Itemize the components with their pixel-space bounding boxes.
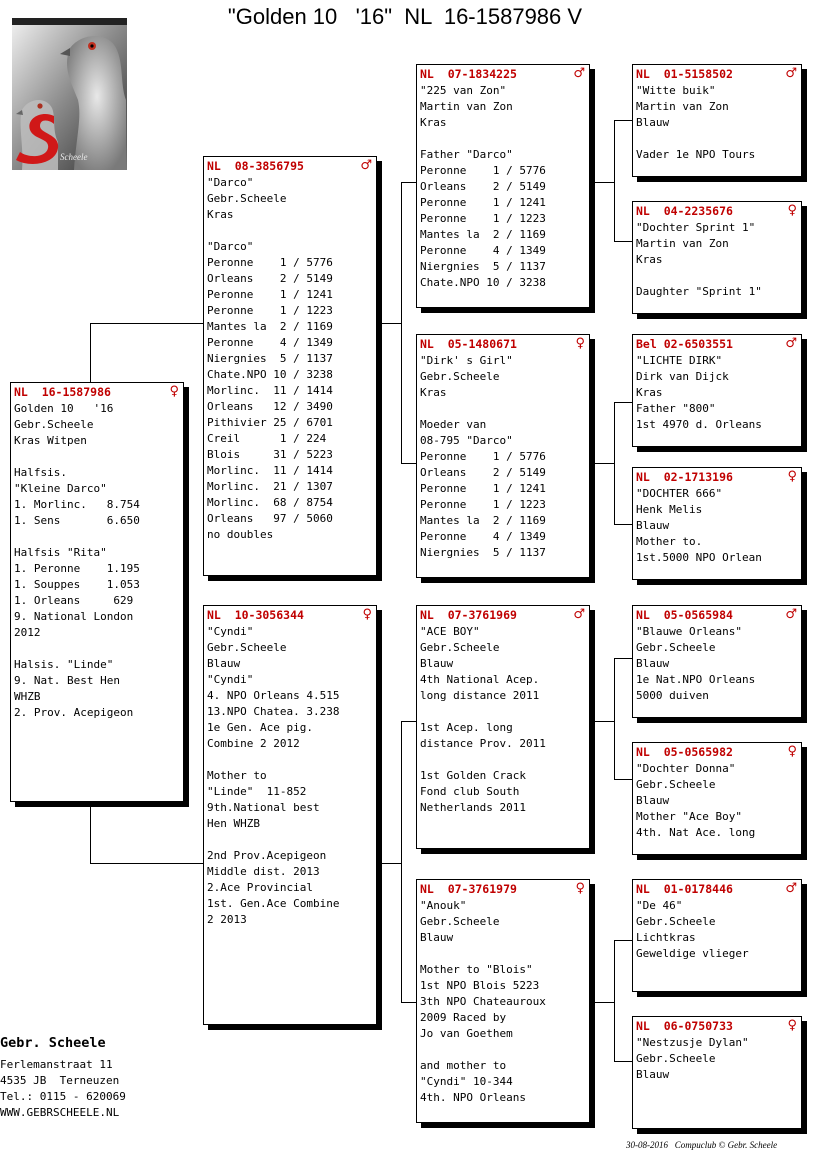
sex-icon: ♀ xyxy=(362,607,372,622)
detail-line xyxy=(207,223,373,239)
detail-line: Gebr.Scheele xyxy=(636,778,716,791)
card-header xyxy=(633,468,801,484)
card-subject[interactable] xyxy=(10,382,184,802)
card-sire-dam[interactable] xyxy=(416,334,590,578)
card-sdd[interactable] xyxy=(632,467,802,580)
detail-line: "Kleine Darco" xyxy=(14,482,107,495)
detail-line: Gebr.Scheele xyxy=(207,192,287,205)
detail-line xyxy=(636,131,798,147)
detail-line: Blauw xyxy=(420,931,454,944)
detail-line xyxy=(420,704,586,720)
detail-line: no doubles xyxy=(207,528,274,541)
card-details xyxy=(633,759,801,841)
detail-line: Peronne 1 / 1241 xyxy=(420,196,546,209)
card-header xyxy=(417,335,589,351)
detail-line: Martin van Zon xyxy=(636,237,729,250)
card-header xyxy=(11,383,183,399)
detail-line: Niergnies 5 / 1137 xyxy=(420,260,546,273)
detail-line: Gebr.Scheele xyxy=(636,915,716,928)
detail-line: Peronne 4 / 1349 xyxy=(207,336,333,349)
detail-line: Gebr.Scheele xyxy=(420,370,500,383)
breeder-name: Gebr. Scheele xyxy=(0,1035,106,1051)
detail-line: "Cyndi" xyxy=(207,673,254,686)
detail-line: 1e Nat.NPO Orleans xyxy=(636,673,756,686)
detail-line: Peronne 1 / 1223 xyxy=(420,212,546,225)
ring-number: NL 10-3056344 xyxy=(207,607,304,622)
detail-line: 08-795 "Darco" xyxy=(420,434,513,447)
detail-line: "225 van Zon" xyxy=(420,84,507,97)
card-details xyxy=(633,218,801,300)
card-dam-dam[interactable] xyxy=(416,879,590,1123)
detail-line xyxy=(14,529,180,545)
detail-line: Vader 1e NPO Tours xyxy=(636,148,756,161)
detail-line: Peronne 4 / 1349 xyxy=(420,244,546,257)
detail-line: Middle dist. 2013 xyxy=(207,865,320,878)
detail-line: Creil 1 / 224 xyxy=(207,432,327,445)
detail-line: Blois 31 / 5223 xyxy=(207,448,333,461)
detail-line: Martin van Zon xyxy=(636,100,729,113)
detail-line: 1. Peronne 1.195 xyxy=(14,562,140,575)
sex-icon: ♀ xyxy=(787,1018,797,1033)
detail-line: Chate.NPO 10 / 3238 xyxy=(207,368,333,381)
detail-line: "Cyndi" xyxy=(207,625,254,638)
detail-line: Halfsis "Rita" xyxy=(14,546,107,559)
detail-line: Fond club South xyxy=(420,785,520,798)
sex-icon: ♂ xyxy=(360,158,372,173)
sex-icon: ♀ xyxy=(169,384,179,399)
detail-line: Kras Witpen xyxy=(14,434,87,447)
card-details xyxy=(633,351,801,433)
logo-image xyxy=(12,18,127,170)
card-dam-sire[interactable] xyxy=(416,605,590,849)
detail-line: Halsis. "Linde" xyxy=(14,658,114,671)
detail-line: WHZB xyxy=(14,690,41,703)
ring-number: NL 07-1834225 xyxy=(420,66,517,81)
sex-icon: ♀ xyxy=(787,203,797,218)
card-header xyxy=(204,157,376,173)
card-dss[interactable] xyxy=(632,605,802,718)
detail-line: Mantes la 2 / 1169 xyxy=(207,320,333,333)
breeder-info xyxy=(0,1035,126,1121)
detail-line: "Darco" xyxy=(207,240,254,253)
detail-line: Kras xyxy=(207,208,234,221)
detail-line xyxy=(207,832,373,848)
card-dds[interactable] xyxy=(632,879,802,992)
detail-line: Morlinc. 21 / 1307 xyxy=(207,480,333,493)
breeder-phone: Tel.: 0115 - 620069 xyxy=(0,1090,126,1103)
detail-line xyxy=(420,752,586,768)
detail-line: Father "800" xyxy=(636,402,716,415)
card-header xyxy=(633,606,801,622)
card-header xyxy=(417,606,589,622)
footer-credit: 30-08-2016 Compuclub © Gebr. Scheele xyxy=(626,1140,778,1150)
detail-line: Netherlands 2011 xyxy=(420,801,526,814)
detail-line: 4th National Acep. xyxy=(420,673,540,686)
card-header xyxy=(633,1017,801,1033)
detail-line: "De 46" xyxy=(636,899,683,912)
detail-line xyxy=(636,268,798,284)
card-header xyxy=(633,202,801,218)
card-sire-sire[interactable] xyxy=(416,64,590,308)
detail-line: Gebr.Scheele xyxy=(636,1052,716,1065)
detail-line: Peronne 1 / 1241 xyxy=(420,482,546,495)
ring-number: NL 05-1480671 xyxy=(420,336,517,351)
detail-line: Kras xyxy=(420,386,447,399)
detail-line: "ACE BOY" xyxy=(420,625,480,638)
detail-line: 9. National London xyxy=(14,610,134,623)
detail-line: Gebr.Scheele xyxy=(636,641,716,654)
detail-line: Blauw xyxy=(636,657,670,670)
detail-line: 9th.National best xyxy=(207,801,320,814)
detail-line: "Darco" xyxy=(207,176,254,189)
card-details xyxy=(633,1033,801,1083)
detail-line: Orleans 12 / 3490 xyxy=(207,400,333,413)
detail-line: Lichtkras xyxy=(636,931,696,944)
detail-line: Mother to xyxy=(207,769,267,782)
card-details xyxy=(417,81,589,291)
ring-number: NL 16-1587986 xyxy=(14,384,111,399)
detail-line: 1. Orleans 629 xyxy=(14,594,134,607)
detail-line: Orleans 2 / 5149 xyxy=(420,466,546,479)
detail-line: Peronne 1 / 5776 xyxy=(420,164,546,177)
detail-line: 1st. Gen.Ace Combine xyxy=(207,897,340,910)
detail-line: "DOCHTER 666" xyxy=(636,487,723,500)
detail-line: "Cyndi" 10-344 xyxy=(420,1075,513,1088)
detail-line: 2.Ace Provincial xyxy=(207,881,313,894)
detail-line: Halfsis. xyxy=(14,466,67,479)
detail-line: Morlinc. 11 / 1414 xyxy=(207,464,333,477)
detail-line: 4th. NPO Orleans xyxy=(420,1091,526,1104)
detail-line: Moeder van xyxy=(420,418,487,431)
detail-line: Geweldige vlieger xyxy=(636,947,749,960)
detail-line: Kras xyxy=(636,386,663,399)
card-header xyxy=(204,606,376,622)
detail-line: Morlinc. 68 / 8754 xyxy=(207,496,333,509)
ring-number: NL 05-0565982 xyxy=(636,744,733,759)
detail-line: Orleans 2 / 5149 xyxy=(207,272,333,285)
detail-line: Blauw xyxy=(420,657,454,670)
card-header xyxy=(633,335,801,351)
detail-line xyxy=(420,946,586,962)
ring-number: NL 01-0178446 xyxy=(636,881,733,896)
card-sds[interactable] xyxy=(632,334,802,447)
detail-line: 2. Prov. Acepigeon xyxy=(14,706,134,719)
detail-line: Peronne 1 / 5776 xyxy=(420,450,546,463)
detail-line: Peronne 1 / 1223 xyxy=(420,498,546,511)
detail-line: Blauw xyxy=(207,657,241,670)
detail-line xyxy=(14,449,180,465)
detail-line: 1st Acep. long xyxy=(420,721,513,734)
detail-line: "LICHTE DIRK" xyxy=(636,354,723,367)
detail-line: "Anouk" xyxy=(420,899,467,912)
detail-line: Orleans 97 / 5060 xyxy=(207,512,333,525)
detail-line: 4th. Nat Ace. long xyxy=(636,826,756,839)
card-dsd[interactable] xyxy=(632,742,802,855)
card-header xyxy=(417,65,589,81)
sex-icon: ♀ xyxy=(575,881,585,896)
card-sire[interactable] xyxy=(203,156,377,576)
card-header xyxy=(633,743,801,759)
breeder-address: Ferlemanstraat 11 xyxy=(0,1058,113,1071)
detail-line: Mantes la 2 / 1169 xyxy=(420,228,546,241)
card-sss[interactable] xyxy=(632,64,802,177)
detail-line: 1. Sens 6.650 xyxy=(14,514,140,527)
sex-icon: ♂ xyxy=(573,66,585,81)
pedigree-title: "Golden 10 '16" NL 16-1587986 V xyxy=(227,4,583,29)
detail-line: 2 2013 xyxy=(207,913,247,926)
detail-line: Martin van Zon xyxy=(420,100,513,113)
detail-line: Blauw xyxy=(636,1068,670,1081)
ring-number: NL 01-5158502 xyxy=(636,66,733,81)
breeder-website[interactable]: WWW.GEBRSCHEELE.NL xyxy=(0,1106,120,1119)
detail-line: Blauw xyxy=(636,794,670,807)
detail-line: Kras xyxy=(636,253,663,266)
detail-line: "Dochter Sprint 1" xyxy=(636,221,756,234)
detail-line: Daughter "Sprint 1" xyxy=(636,285,762,298)
detail-line: distance Prov. 2011 xyxy=(420,737,546,750)
detail-line: Blauw xyxy=(636,519,670,532)
sex-icon: ♂ xyxy=(785,66,797,81)
detail-line: Niergnies 5 / 1137 xyxy=(207,352,333,365)
card-details xyxy=(633,622,801,704)
logo-label: Scheele xyxy=(60,152,88,162)
detail-line: Blauw xyxy=(636,116,670,129)
card-header xyxy=(633,65,801,81)
card-details xyxy=(633,484,801,566)
detail-line: Gebr.Scheele xyxy=(420,641,500,654)
detail-line: Morlinc. 11 / 1414 xyxy=(207,384,333,397)
sex-icon: ♂ xyxy=(785,336,797,351)
detail-line: 1st NPO Blois 5223 xyxy=(420,979,540,992)
sex-icon: ♀ xyxy=(787,469,797,484)
ring-number: NL 08-3856795 xyxy=(207,158,304,173)
detail-line: Dirk van Dijck xyxy=(636,370,729,383)
card-details xyxy=(633,896,801,962)
ring-number: NL 07-3761979 xyxy=(420,881,517,896)
detail-line: Peronne 1 / 1241 xyxy=(207,288,333,301)
sex-icon: ♂ xyxy=(785,607,797,622)
detail-line: "Dochter Donna" xyxy=(636,762,736,775)
card-header xyxy=(633,880,801,896)
detail-line: 2012 xyxy=(14,626,41,639)
detail-line: 1. Souppes 1.053 xyxy=(14,578,140,591)
card-details xyxy=(204,622,376,928)
detail-line: 1st.5000 NPO Orlean xyxy=(636,551,762,564)
ring-number: NL 06-0750733 xyxy=(636,1018,733,1033)
ring-number: NL 04-2235676 xyxy=(636,203,733,218)
detail-line: Peronne 1 / 5776 xyxy=(207,256,333,269)
detail-line: Orleans 2 / 5149 xyxy=(420,180,546,193)
detail-line xyxy=(14,641,180,657)
sex-icon: ♂ xyxy=(785,881,797,896)
detail-line: Gebr.Scheele xyxy=(207,641,287,654)
detail-line: 3th NPO Chateauroux xyxy=(420,995,546,1008)
detail-line: long distance 2011 xyxy=(420,689,540,702)
detail-line: Golden 10 '16 xyxy=(14,402,114,415)
sex-icon: ♀ xyxy=(575,336,585,351)
card-header xyxy=(417,880,589,896)
detail-line: Mother to. xyxy=(636,535,703,548)
sex-icon: ♀ xyxy=(787,744,797,759)
detail-line: Chate.NPO 10 / 3238 xyxy=(420,276,546,289)
card-details xyxy=(417,896,589,1106)
detail-line: 5000 duiven xyxy=(636,689,709,702)
detail-line: 1st Golden Crack xyxy=(420,769,526,782)
detail-line: "Dirk' s Girl" xyxy=(420,354,513,367)
detail-line: Mother "Ace Boy" xyxy=(636,810,742,823)
sex-icon: ♂ xyxy=(573,607,585,622)
detail-line: 9. Nat. Best Hen xyxy=(14,674,120,687)
ring-number: NL 07-3761969 xyxy=(420,607,517,622)
card-details xyxy=(417,622,589,816)
ring-number: Bel 02-6503551 xyxy=(636,336,733,351)
detail-line: Father "Darco" xyxy=(420,148,513,161)
detail-line: Kras xyxy=(420,116,447,129)
breeder-city: 4535 JB Terneuzen xyxy=(0,1074,120,1087)
detail-line: "Blauwe Orleans" xyxy=(636,625,742,638)
detail-line: Hen WHZB xyxy=(207,817,260,830)
detail-line: Mother to "Blois" xyxy=(420,963,533,976)
detail-line xyxy=(420,401,586,417)
detail-line: Peronne 1 / 1223 xyxy=(207,304,333,317)
ring-number: NL 02-1713196 xyxy=(636,469,733,484)
detail-line: 2nd Prov.Acepigeon xyxy=(207,849,327,862)
card-details xyxy=(417,351,589,561)
detail-line: 4. NPO Orleans 4.515 xyxy=(207,689,340,702)
detail-line: and mother to xyxy=(420,1059,507,1072)
detail-line xyxy=(420,131,586,147)
detail-line: Henk Melis xyxy=(636,503,703,516)
card-details xyxy=(633,81,801,163)
detail-line: Gebr.Scheele xyxy=(14,418,94,431)
detail-line: 1e Gen. Ace pig. xyxy=(207,721,313,734)
detail-line: "Linde" 11-852 xyxy=(207,785,307,798)
card-ssd[interactable] xyxy=(632,201,802,314)
detail-line: 13.NPO Chatea. 3.238 xyxy=(207,705,340,718)
card-dam[interactable] xyxy=(203,605,377,1025)
detail-line xyxy=(420,1042,586,1058)
detail-line: 2009 Raced by xyxy=(420,1011,507,1024)
detail-line: Pithivier 25 / 6701 xyxy=(207,416,333,429)
detail-line: Combine 2 2012 xyxy=(207,737,300,750)
detail-line: 1. Morlinc. 8.754 xyxy=(14,498,140,511)
detail-line: 1st 4970 d. Orleans xyxy=(636,418,762,431)
card-ddd[interactable] xyxy=(632,1016,802,1129)
detail-line: Niergnies 5 / 1137 xyxy=(420,546,546,559)
detail-line xyxy=(207,752,373,768)
detail-line: Gebr.Scheele xyxy=(420,915,500,928)
detail-line: Peronne 4 / 1349 xyxy=(420,530,546,543)
detail-line: Mantes la 2 / 1169 xyxy=(420,514,546,527)
card-details xyxy=(204,173,376,543)
detail-line: "Witte buik" xyxy=(636,84,716,97)
ring-number: NL 05-0565984 xyxy=(636,607,733,622)
detail-line: "Nestzusje Dylan" xyxy=(636,1036,749,1049)
detail-line: Jo van Goethem xyxy=(420,1027,513,1040)
card-details xyxy=(11,399,183,721)
